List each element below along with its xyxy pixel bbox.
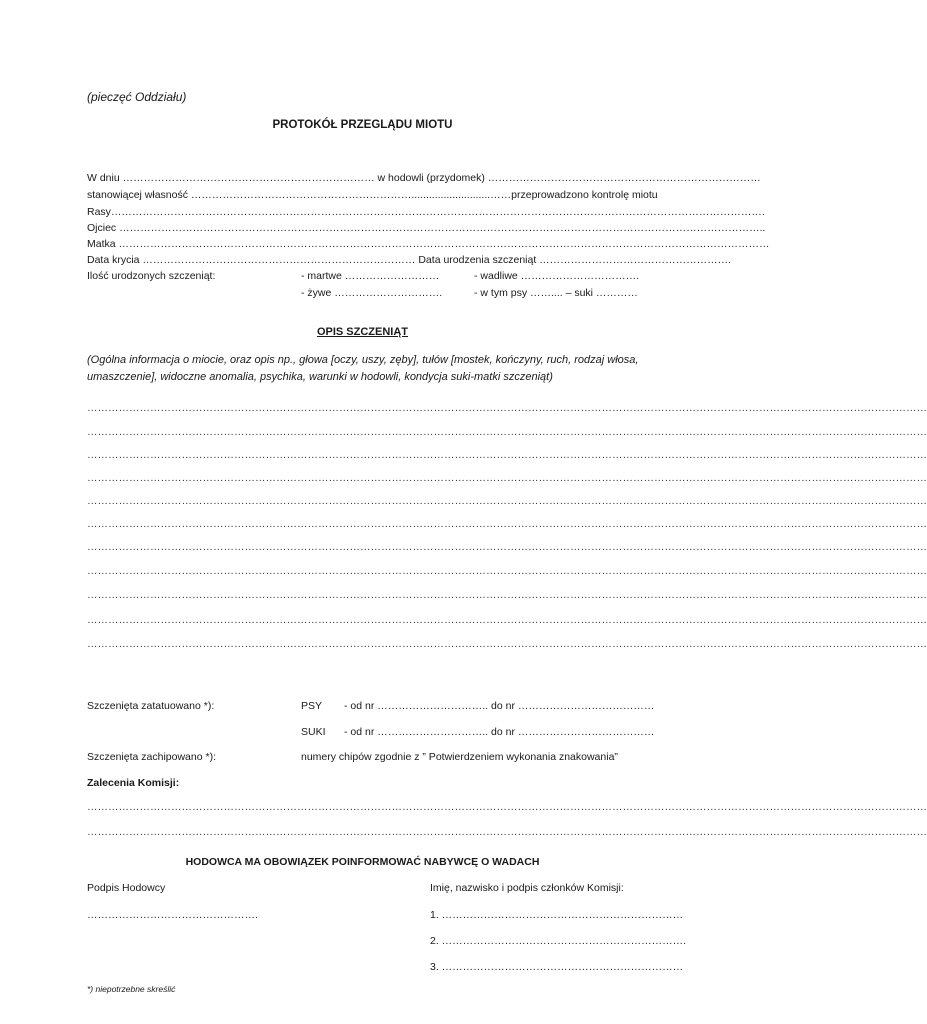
description-line: ……………………………………………………………………………………………………………………………………………………………………………………………………………………: [87, 472, 927, 484]
field-mating-birth-date: Data krycia …………………………………………………………………… Data urodzenia szczeniąt ……………………………………………….: [87, 254, 732, 266]
chip-label: Szczenięta zachipowano *):: [87, 751, 216, 763]
field-alive: - żywe ………………………….: [301, 287, 443, 299]
description-line: ……………………………………………………………………………………………………………………………………………………………………………………………………………………: [87, 495, 927, 507]
description-line: ……………………………………………………………………………………………………………………………………………………………………………………………………………………: [87, 426, 927, 438]
breeder-signature-label: Podpis Hodowcy: [87, 882, 166, 894]
tattoo-label: Szczenięta zatatuowano *):: [87, 700, 215, 712]
tattoo-females-range: - od nr ………………………….. do nr …………………………………: [344, 726, 655, 738]
stamp-label: (pieczęć Oddziału): [87, 90, 187, 104]
description-line: ……………………………………………………………………………………………………………………………………………………………………………………………………………………: [87, 614, 927, 626]
commission-recommendations-heading: Zalecenia Komisji:: [87, 777, 180, 789]
recommendation-line: ……………………………………………………………………………………………………………………………………………………………………………………………………………………: [87, 826, 927, 838]
commission-member-line-1: 1. ……………………………………………………………: [430, 909, 684, 921]
field-owner: stanowiącej własność ………………………………………………………...........................……przeprowadzono kontrolę miotu: [87, 189, 658, 201]
field-date-kennel: W dniu ……………………………………………………………… w hodowli (przydomek) ……………………………………………………………………: [87, 172, 761, 184]
footnote: *) niepotrzebne skreślić: [87, 984, 176, 994]
recommendation-line: ……………………………………………………………………………………………………………………………………………………………………………………………………………………: [87, 801, 927, 813]
section-heading-description: OPIS SZCZENIĄT: [316, 326, 409, 338]
description-instructions: (Ogólna informacja o miocie, oraz opis np., głowa [oczy, uszy, zęby], tułów [mostek, kończyny, ruch, rodzaj włosa, umaszczenie], widoczne anomalia, psychika, warunki w hodowli, kondycja suki-matki szczeniąt): [87, 354, 639, 383]
description-line: ……………………………………………………………………………………………………………………………………………………………………………………………………………………: [87, 589, 927, 601]
commission-member-line-3: 3. ……………………………………………………………: [430, 961, 684, 973]
breeder-obligation-notice: HODOWCA MA OBOWIĄZEK POINFORMOWAĆ NABYWCĘ O WADACH: [185, 856, 540, 868]
description-line: ……………………………………………………………………………………………………………………………………………………………………………………………………………………: [87, 541, 927, 553]
field-males-females: - w tym psy …….... – suki …………: [474, 287, 638, 299]
description-line: ……………………………………………………………………………………………………………………………………………………………………………………………………………………: [87, 565, 927, 577]
commission-signature-label: Imię, nazwisko i podpis członków Komisji:: [430, 882, 624, 894]
tattoo-females-label: SUKI: [301, 726, 326, 738]
description-line: ……………………………………………………………………………………………………………………………………………………………………………………………………………………: [87, 638, 927, 650]
chip-text: numery chipów zgodnie z ” Potwierdzeniem wykonania znakowania”: [301, 751, 618, 763]
tattoo-males-label: PSY: [301, 700, 323, 712]
field-defective: - wadliwe …………………………….: [474, 270, 640, 282]
tattoo-males-range: - od nr ………………………….. do nr …………………………………: [344, 700, 655, 712]
commission-member-line-2: 2. …………………………………………………………….: [430, 935, 687, 947]
description-line: ……………………………………………………………………………………………………………………………………………………………………………………………………………………: [87, 449, 927, 461]
field-mother: Matka ……………………………………………………………………………………………………………………………………………………………………: [87, 238, 770, 250]
breeder-signature-line: ………………………………………….: [87, 909, 258, 921]
field-breed: Rasy…………………………………………………………………………………………………………………………………………………………………….: [87, 206, 765, 218]
page-title: PROTOKÓŁ PRZEGLĄDU MIOTU: [272, 119, 453, 131]
field-dead: - martwe ………………………: [301, 270, 440, 282]
field-father: Ojciec …………………………………………………………………………………………………………………………………………………………………..: [87, 222, 766, 234]
description-line: ……………………………………………………………………………………………………………………………………………………………………………………………………………………: [87, 402, 927, 414]
litter-count-label: Ilość urodzonych szczeniąt:: [87, 270, 216, 282]
description-line: ……………………………………………………………………………………………………………………………………………………………………………………………………………………: [87, 518, 927, 530]
